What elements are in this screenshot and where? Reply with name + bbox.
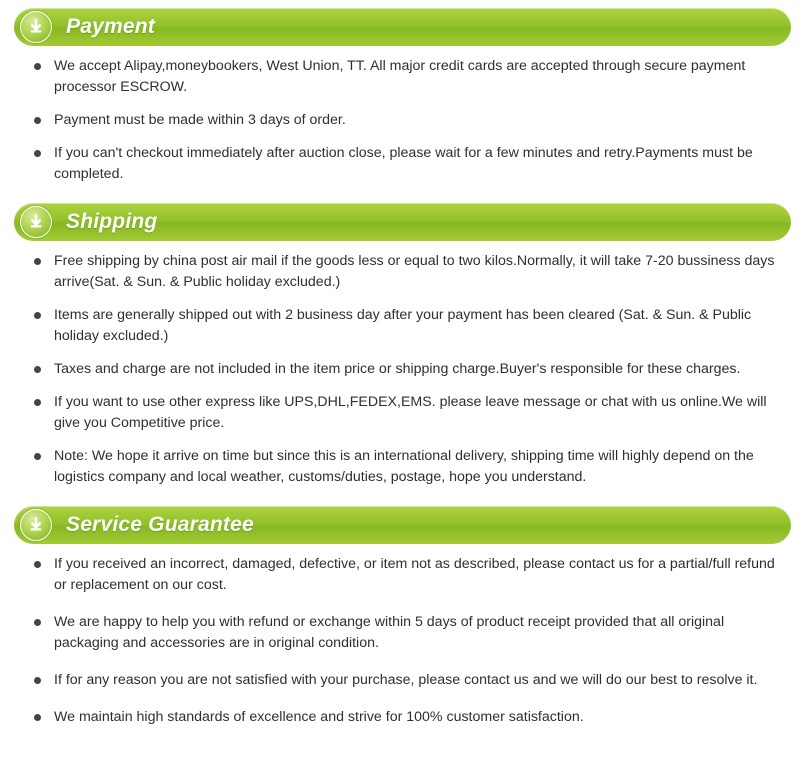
list-item: Note: We hope it arrive on time but since this is an international delivery, shipping time will highly depend on the logistics company and local weather, customs/duties, postage, hope you understand. <box>30 446 791 488</box>
download-arrow-icon <box>20 11 52 43</box>
list-item: We are happy to help you with refund or exchange within 5 days of product receipt provided that all original packaging and accessories are in original condition. <box>30 612 791 654</box>
list-item: We maintain high standards of excellence and strive for 100% customer satisfaction. <box>30 707 791 728</box>
service-header <box>14 506 791 544</box>
service-title: Service Guarantee <box>66 513 254 537</box>
list-item: Free shipping by china post air mail if the goods less or equal to two kilos.Normally, it will take 7-20 bussiness days arrive(Sat. & Sun. & Public holiday excluded.) <box>30 251 791 293</box>
shipping-header <box>14 203 791 241</box>
list-item: If you can't checkout immediately after auction close, please wait for a few minutes and retry.Payments must be completed. <box>30 143 791 185</box>
payment-header <box>14 8 791 46</box>
section-shipping <box>14 203 791 488</box>
download-arrow-icon <box>20 206 52 238</box>
download-arrow-icon <box>20 509 52 541</box>
list-item: Items are generally shipped out with 2 business day after your payment has been cleared (Sat. & Sun. & Public holiday excluded.) <box>30 305 791 347</box>
shipping-title: Shipping <box>66 210 158 234</box>
payment-list <box>14 56 791 185</box>
list-item: If you received an incorrect, damaged, defective, or item not as described, please contact us for a partial/full refund or replacement on our cost. <box>30 554 791 596</box>
shipping-list <box>14 251 791 488</box>
list-item: Taxes and charge are not included in the item price or shipping charge.Buyer's responsible for these charges. <box>30 359 791 380</box>
section-service-guarantee <box>14 506 791 728</box>
list-item: We accept Alipay,moneybookers, West Union, TT. All major credit cards are accepted through secure payment processor ESCROW. <box>30 56 791 98</box>
list-item: If you want to use other express like UPS,DHL,FEDEX,EMS. please leave message or chat with us online.We will give you Competitive price. <box>30 392 791 434</box>
list-item: If for any reason you are not satisfied with your purchase, please contact us and we will do our best to resolve it. <box>30 670 791 691</box>
section-payment <box>14 8 791 185</box>
list-item: Payment must be made within 3 days of order. <box>30 110 791 131</box>
payment-title: Payment <box>66 15 155 38</box>
service-list <box>14 554 791 728</box>
